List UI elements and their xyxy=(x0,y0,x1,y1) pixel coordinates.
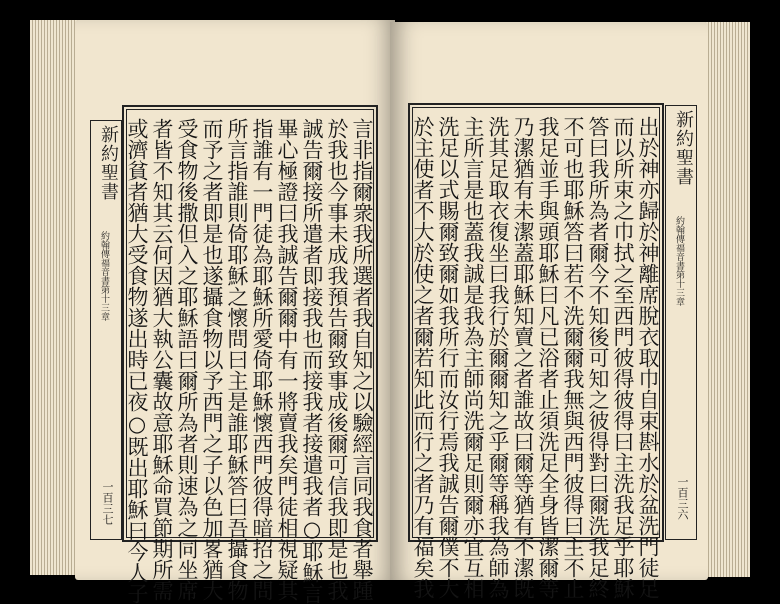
left-page-stack-edge xyxy=(30,20,80,575)
text-column: 指誰有一門徒為耶穌所愛倚耶穌懷西門彼得暗招之問 xyxy=(250,118,274,601)
text-column: 者皆不知其云何因猶大執公囊故意耶穌命買節期所需 xyxy=(150,118,174,601)
text-column: 於主使者不大於使之者爾若知此而行之者乃有福矣我 xyxy=(411,116,435,599)
text-column: 或濟貧者猶大受食物遂出時已夜○既出耶穌曰今人子 xyxy=(125,118,149,604)
left-margin-strip xyxy=(90,120,122,540)
text-column: 言非指爾衆我所選者我自知之以驗經言同我食者舉踵 xyxy=(350,118,374,601)
text-column: 受食物後撒但入之耶穌語曰爾所為者則速為之同坐席 xyxy=(175,118,199,601)
right-margin-strip xyxy=(665,105,697,540)
text-column: 洗其足取衣復坐曰我行於爾爾知之乎爾等稱我為師為 xyxy=(486,116,510,599)
text-column: 於我也今事未成我預告爾致事成後爾可信我即是也我 xyxy=(325,118,349,601)
left-margin-title: 新約聖書 xyxy=(98,125,119,201)
text-column: 畢心極證曰我誠告爾爾中有一將賣我矣門徒相視疑其 xyxy=(275,118,299,601)
text-column: 所言指誰則倚耶穌之懷問曰主是誰耶穌答曰吾攝食物 xyxy=(225,118,249,601)
text-column: 而以所束之巾拭之至西門彼得彼得曰主洗我足乎耶穌 xyxy=(611,116,635,599)
text-column: 乃潔猶有未潔蓋耶穌知賣之者誰故曰爾等猶有不潔既 xyxy=(511,116,535,599)
text-column: 答曰我所為者爾今不知後可知之彼得對曰爾洗我足終 xyxy=(586,116,610,599)
text-column: 主所言是也蓋我誠是我為主師尚洗爾足則爾亦宜互相 xyxy=(461,116,485,599)
left-margin-subtitle: 約翰傳福音書第十三章 xyxy=(99,231,109,321)
left-inner-border xyxy=(125,109,374,604)
text-column: 而予之者即是也遂攝食物以予西門之子以色加畧猶大 xyxy=(200,118,224,601)
left-page-number: 一百三七 xyxy=(101,481,114,525)
text-column: 我足並手與頭耶穌曰凡已浴者止須洗足全身皆潔爾等 xyxy=(536,116,560,599)
right-page-number: 一百三六 xyxy=(676,476,689,520)
text-column: 誠告爾接所遣者即接我也而接我者接遣我者○耶穌言 xyxy=(300,118,324,604)
text-column: 不可也耶穌答曰若不洗爾爾我無與西門彼得曰主不止 xyxy=(561,116,585,599)
right-margin-title: 新約聖書 xyxy=(673,110,694,186)
text-column: 洗足以式賜爾致爾如我所行而汝行焉我誠告爾僕不大 xyxy=(436,116,460,599)
right-inner-border xyxy=(411,107,660,599)
left-text-frame xyxy=(122,105,378,604)
text-column: 出於神亦歸於神離席脫衣取巾自束斟水於盆洗門徒足 xyxy=(636,116,660,599)
right-margin-subtitle: 約翰傳福音書第十三章 xyxy=(674,216,684,306)
right-text-frame xyxy=(408,103,664,599)
